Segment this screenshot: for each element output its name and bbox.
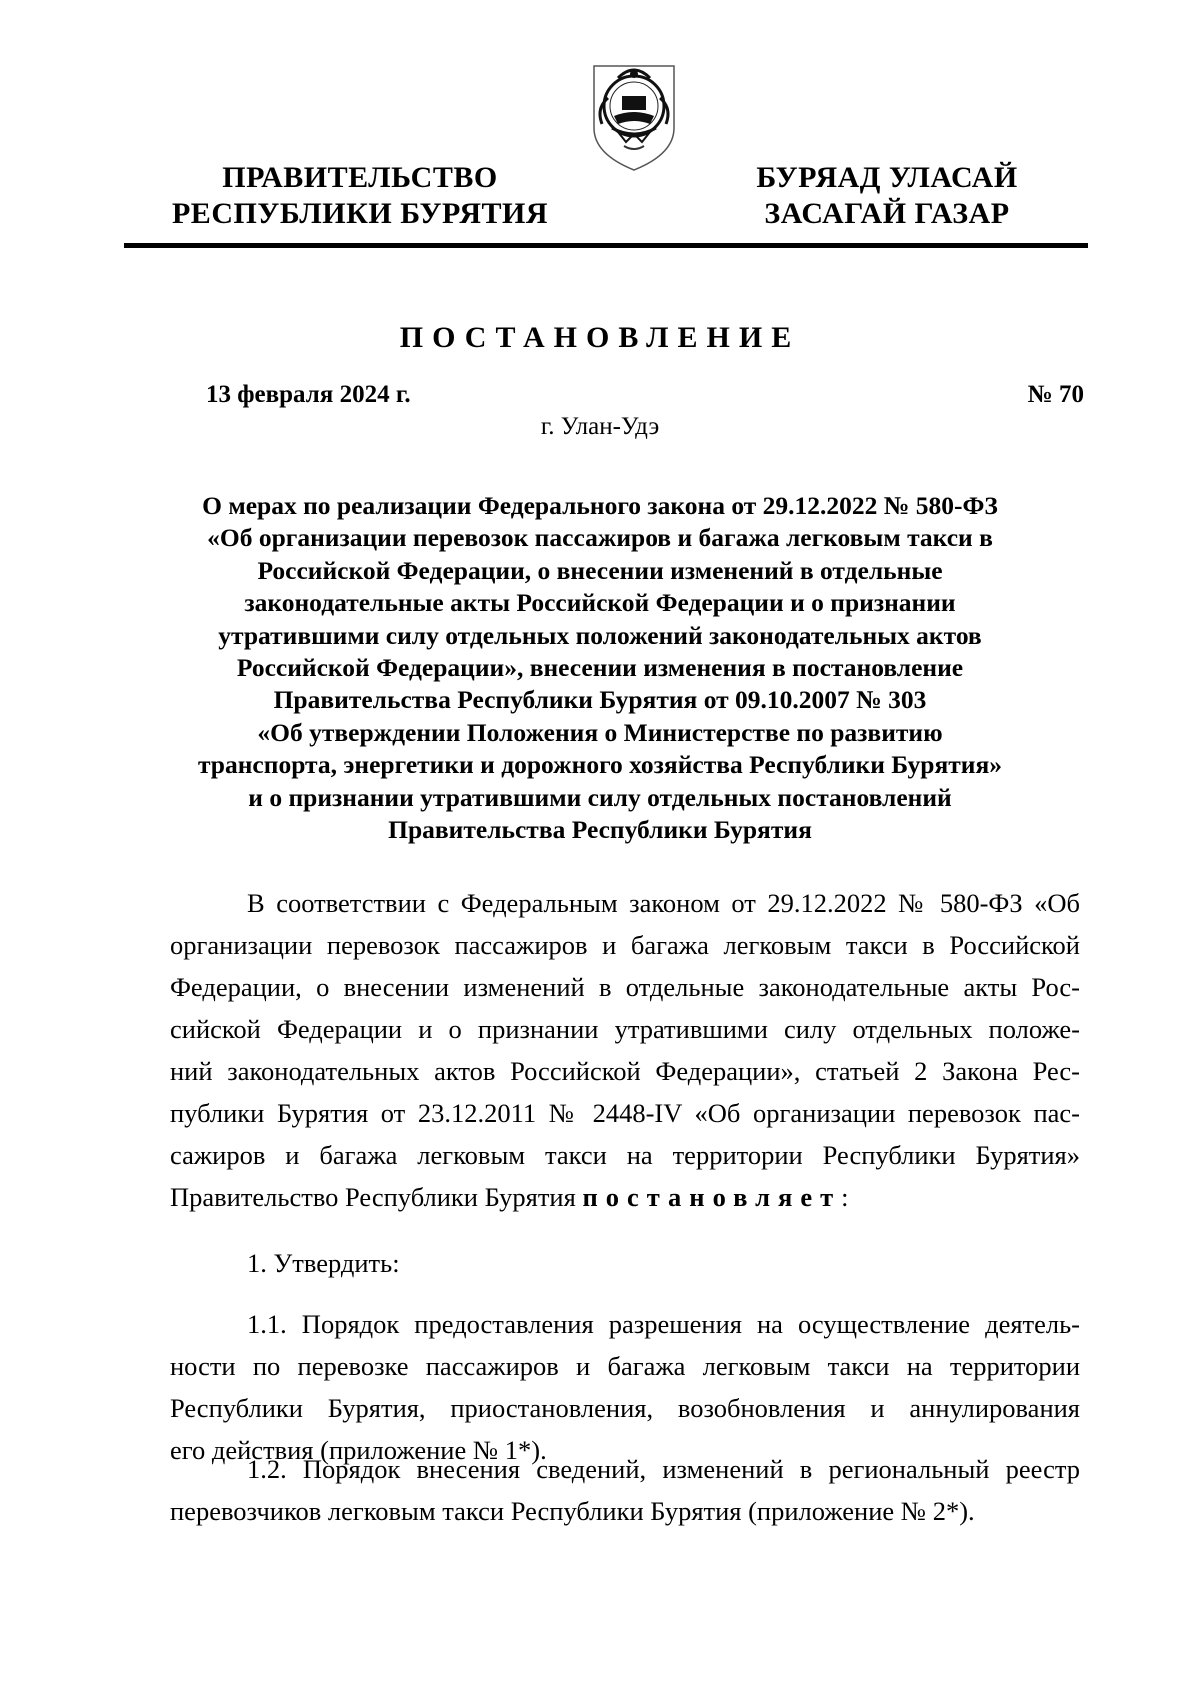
clause-1-1 [170,1303,1080,1471]
preamble-line: В соответствии с Федеральным законом от 29.12.2022 № 580-ФЗ «Об [247,888,1080,918]
government-name-russian-line1: ПРАВИТЕЛЬСТВО [222,161,498,194]
title-line: законодательные акты Российской Федерации и о признании [244,588,956,618]
title-line: «Об утверждении Положения о Министерстве по развитию [257,717,943,747]
government-name-buryat-line1: БУРЯАД УЛАСАЙ [756,161,1018,194]
preamble-line: Федерации, о внесении изменений в отдельные законодательные акты Рос- [170,972,1080,1002]
title-line: «Об организации перевозок пассажиров и багажа легковым такси в [207,523,993,553]
title-line: Правительства Республики Бурятия [388,815,812,845]
government-name-buryat-line2: ЗАСАГАЙ ГАЗАР [764,197,1010,230]
document-city: г. Улан-Удэ [540,413,660,440]
title-line: О мерах по реализации Федерального закона от 29.12.2022 № 580-ФЗ [202,491,998,520]
clause-line: перевозчиков легковым такси Республики Бурятия (приложение № 2*). [170,1496,975,1526]
document-date: 13 февраля 2024 г. [206,381,411,408]
preamble-line: публики Бурятия от 23.12.2011 № 2448-IV «Об организации перевозок пас- [170,1098,1080,1128]
clause-line: 1.1. Порядок предоставления разрешения на осуществление деятель- [247,1309,1080,1339]
title-line: Российской Федерации», внесении изменения в постановление [236,653,964,683]
preamble-line: сийской Федерации и о признании утратившими силу отдельных положе- [170,1014,1080,1044]
document-type: ПОСТАНОВЛЕНИЕ [399,321,801,354]
clause-line: 1.2. Порядок внесения сведений, изменений в региональный реестр [247,1454,1080,1484]
government-name-buryat [742,160,1032,232]
clause-1-2 [170,1448,1080,1532]
document-title [150,490,1050,846]
preamble-line: организации перевозок пассажиров и багажа легковым такси в Российской [170,930,1080,960]
document-number: № 70 [1027,381,1084,408]
decree-word: постановляет [582,1182,842,1212]
title-line: Российской Федерации, о внесении изменений в отдельные [257,555,943,585]
government-name-russian [170,160,550,232]
preamble-last-line [170,1176,1080,1218]
title-line: утратившими силу отдельных положений законодательных актов [218,620,982,650]
decree-colon: : [841,1182,849,1212]
clause-line: его действия (приложение № 1*). [170,1435,547,1465]
header-divider [124,243,1088,248]
preamble-last-line-text: Правительство Республики Бурятия [170,1182,583,1212]
preamble-paragraph [170,882,1080,1218]
government-name-russian-line2: РЕСПУБЛИКИ БУРЯТИЯ [171,197,549,230]
clause-1-text: 1. Утвердить: [247,1248,400,1278]
title-line: и о признании утратившими силу отдельных постановлений [248,782,952,812]
coat-of-arms-icon [588,58,680,174]
clause-line: ности по перевозке пассажиров и багажа легковым такси на территории [170,1351,1080,1381]
title-line: транспорта, энергетики и дорожного хозяйства Республики Бурятия» [197,750,1003,780]
clause-1 [170,1242,1080,1284]
clause-line: Республики Бурятия, приостановления, возобновления и аннулирования [170,1393,1080,1423]
preamble-line: сажиров и багажа легковым такси на территории Республики Бурятия» [170,1140,1080,1170]
preamble-line: ний законодательных актов Российской Федерации», статьей 2 Закона Рес- [170,1056,1080,1086]
title-line: Правительства Республики Бурятия от 09.10.2007 № 303 [273,685,927,715]
